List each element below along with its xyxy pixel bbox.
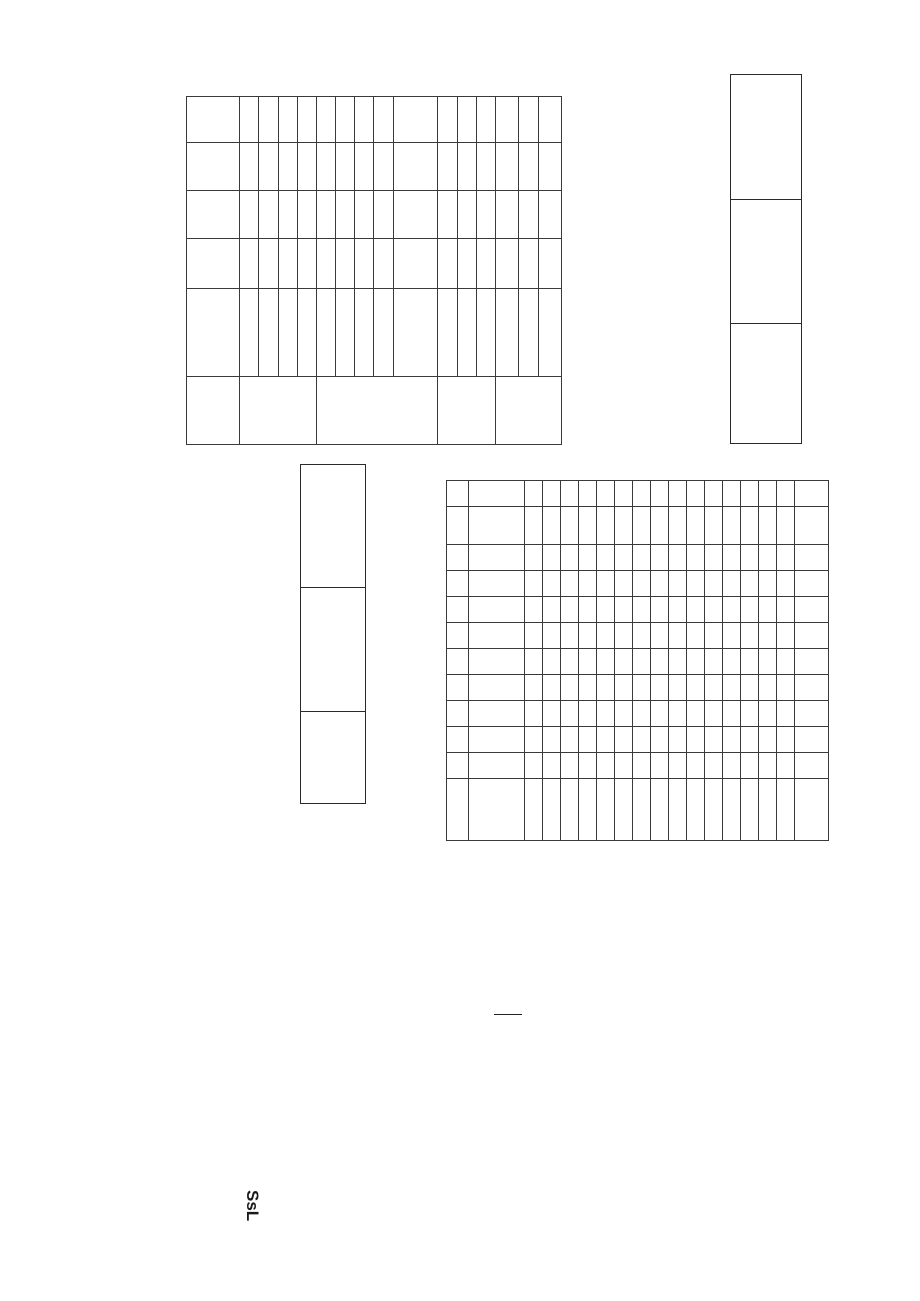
table-cell — [187, 97, 240, 143]
table-cell — [447, 481, 469, 507]
table-cell — [187, 377, 240, 445]
main-table — [446, 480, 829, 841]
footer-mark: SsL — [243, 1190, 262, 1222]
table-cell — [447, 507, 469, 545]
top-table — [186, 96, 562, 445]
table-cell — [187, 191, 240, 239]
separator — [494, 1014, 522, 1015]
table-cell — [187, 239, 240, 289]
right-info-box — [730, 74, 802, 444]
center-box — [300, 464, 366, 804]
table-cell — [187, 289, 240, 377]
table-cell — [187, 143, 240, 191]
